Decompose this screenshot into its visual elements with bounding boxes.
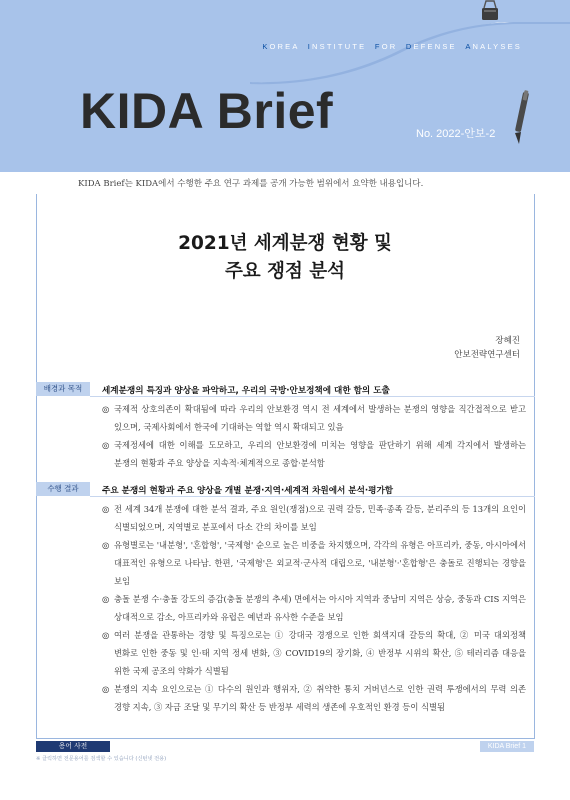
intro-text: KIDA Brief는 KIDA에서 수행한 주요 연구 과제를 공개 가능한 범위에서 요약한 내용입니다.: [78, 179, 424, 189]
author-name: 장혜진: [495, 336, 520, 346]
inst-word-5: ANALYSES: [465, 42, 522, 51]
list-item: ◎ 유형별로는 '내분형', '혼합형', '국제형' 순으로 높은 비중을 차지했으며, 각각의 유형은 아프리카, 중동, 아시아에서 대표적인 유형으로 나타남. 한편, '국제형'은 외교적·군사적 대립으로, '내분형'·'혼합형'은 충돌로 진행되는 경향을 보임: [102, 536, 526, 590]
section-divider: [90, 496, 535, 497]
issue-number: No. 2022-안보-2: [416, 128, 496, 140]
inst-word-3: FOR: [374, 42, 398, 51]
inst-word-2: INSTITUTE: [307, 42, 367, 51]
glossary-link[interactable]: 용어 사전: [36, 741, 110, 752]
footer-note: ※ 클릭하면 전문용어를 검색할 수 있습니다 (신턴넷 전용): [36, 756, 167, 762]
author-block: [454, 334, 520, 362]
list-item: ◎ 분쟁의 지속 요인으로는 ① 다수의 원인과 행위자, ② 취약한 통치 거버넌스로 인한 권력 투쟁에서의 무력 의존 경향 지속, ③ 자금 조달 및 무기의 확산 등 반정부 세력의 생존에 우호적인 환경 등이 식별됨: [102, 680, 526, 716]
bullet-circle-icon: ◎: [102, 540, 110, 550]
section-tab-results: 수행 결과: [36, 482, 90, 496]
frame-bottom-border: [36, 738, 535, 739]
author-affiliation: 안보전략연구센터: [454, 350, 520, 360]
page-label: KIDA Brief 1: [480, 741, 534, 752]
section-heading: 주요 분쟁의 현황과 주요 양상을 개별 분쟁·지역·세계적 차원에서 분석·평가함: [102, 486, 394, 496]
section-background: [36, 382, 535, 482]
title-line-1: 2021년 세계분쟁 현황 및: [178, 233, 392, 254]
brand-title: KIDA Brief: [80, 83, 334, 139]
list-item: ◎ 전 세계 34개 분쟁에 대한 분석 결과, 주요 원인(쟁점)으로 권력 갈등, 민족·종족 갈등, 분리주의 등 13개의 요인이 식별되었으며, 지역별로 분포에서 다소 간의 차이를 보임: [102, 500, 526, 536]
bullet-circle-icon: ◎: [102, 504, 110, 514]
section-heading: 세계분쟁의 특징과 양상을 파악하고, 우리의 국방·안보정책에 대한 함의 도출: [102, 386, 390, 396]
bullet-circle-icon: ◎: [102, 684, 110, 694]
section-body: [102, 400, 526, 472]
inst-word-1: KOREA: [262, 42, 300, 51]
section-divider: [90, 396, 535, 397]
bullet-circle-icon: ◎: [102, 404, 110, 414]
inst-word-4: DEFENSE: [405, 42, 457, 51]
section-tab-background: 배경과 목적: [36, 382, 90, 396]
list-item: ◎ 국제정세에 대한 이해를 도모하고, 우리의 안보환경에 미치는 영향을 판단하기 위해 세계 각지에서 발생하는 분쟁의 현황과 주요 양상을 지속적·체계적으로 종합·분석함: [102, 436, 526, 472]
list-item: ◎ 충돌 분쟁 수·충돌 강도의 증감(충돌 분쟁의 추세) 면에서는 아시아 지역과 중남미 지역은 상승, 중동과 CIS 지역은 상대적으로 감소, 아프리카와 유럽은 예년과 유사한 수준을 보임: [102, 590, 526, 626]
section-results: [36, 482, 535, 738]
document-title: [60, 230, 510, 286]
bullet-circle-icon: ◎: [102, 440, 110, 450]
section-body: [102, 500, 526, 716]
institute-name: [262, 42, 522, 51]
bullet-circle-icon: ◎: [102, 630, 110, 640]
list-item: ◎ 여러 분쟁을 관통하는 경향 및 특징으로는 ① 강대국 경쟁으로 인한 회색지대 갈등의 확대, ② 미국 대외정책 변화로 인한 중동 및 인·태 지역 정세 변화, ③ COVID19의 장기화, ④ 반정부 시위의 확산, ⑤ 테러리즘 대응을 위한 국제 공조의 약화가 식별됨: [102, 626, 526, 680]
title-line-2: 주요 쟁점 분석: [224, 261, 346, 282]
list-item: ◎ 국제적 상호의존이 확대됨에 따라 우리의 안보환경 역시 전 세계에서 발생하는 분쟁의 영향을 직간접적으로 받고 있으며, 국제사회에서 한국에 기대하는 역할 역시 확대되고 있음: [102, 400, 526, 436]
bullet-circle-icon: ◎: [102, 594, 110, 604]
